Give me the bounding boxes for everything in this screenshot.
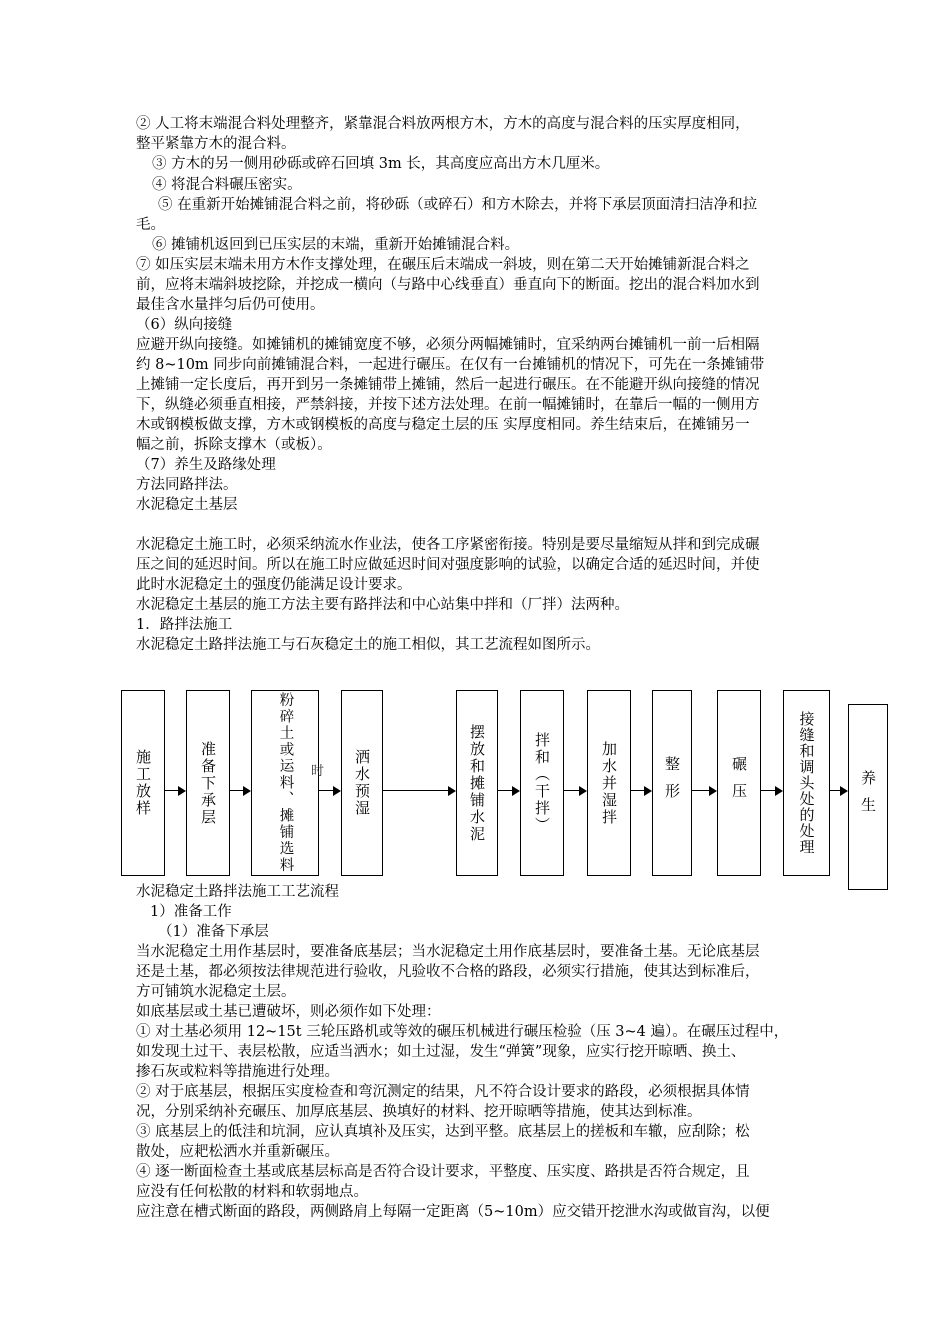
text-line: ② 人工将末端混合料处理整齐，紧靠混合料放两根方木，方木的高度与混合料的压实厚度相同， (136, 116, 750, 132)
flow-step-label: 摆放和摊铺水泥 (468, 723, 486, 843)
section-heading: 水泥稳定土基层 (136, 497, 238, 513)
text-line: 应没有任何松散的材料和软弱地点。 (136, 1184, 368, 1200)
figure-caption: 水泥稳定土路拌法施工工艺流程 (136, 884, 339, 900)
flow-step-5 (456, 690, 498, 876)
text-line: 水泥稳定土路拌法施工与石灰稳定土的施工相似，其工艺流程如图所示。 (136, 637, 600, 653)
text-line: 前，应将末端斜坡挖除，并挖成一横向（与路中心线垂直）垂直向下的断面。挖出的混合料加水到 (136, 277, 760, 293)
section-heading: （7）养生及路缘处理 (136, 457, 276, 473)
flow-arrow (383, 790, 454, 791)
flow-step-2 (186, 690, 230, 876)
text-line: 方法同路拌法。 (136, 477, 238, 493)
flow-arrow (631, 790, 650, 791)
flow-arrow (692, 790, 715, 791)
flow-arrow (165, 790, 184, 791)
text-line: ⑦ 如压实层末端未用方木作支撑处理，在碾压后末端成一斜坡，则在第二天开始摊铺新混合料之 (136, 257, 750, 273)
flow-step-label: 接缝和调头处的处理 (797, 711, 816, 855)
flow-step-11 (848, 704, 888, 890)
text-line: ④ 将混合料碾压密实。 (152, 177, 302, 193)
section-heading: （1）准备下承层 (158, 924, 269, 940)
text-line: ⑤ 在重新开始摊铺混合料之前，将砂砾（或碎石）和方木除去，并将下承层顶面清扫洁净和拉 (158, 197, 758, 213)
text-line: ⑥ 摊铺机返回到已压实层的末端，重新开始摊铺混合料。 (152, 237, 520, 253)
flow-arrow (319, 790, 339, 791)
text-line: 方可铺筑水泥稳定土层。 (136, 984, 296, 1000)
text-line: 水泥稳定土施工时，必须采纳流水作业法，使各工序紧密衔接。特别是要尽量缩短从拌和到完成碾 (136, 537, 760, 553)
text-line: 约 8~10m 同步向前摊铺混合料，一起进行碾压。在仅有一台摊铺机的情况下，可先在一条摊铺带 (136, 357, 765, 373)
flow-step-10 (783, 690, 830, 876)
flow-arrow (761, 790, 781, 791)
text-line: 下，纵缝必须垂直相接，严禁斜接，并按下述方法处理。在前一幅摊铺时，在靠后一幅的一侧用方 (136, 397, 760, 413)
section-heading: 1．路拌法施工 (136, 617, 233, 633)
text-line: 当水泥稳定土用作基层时，要准备底基层；当水泥稳定土用作底基层时，要准备土基。无论底基层 (136, 944, 760, 960)
flow-step-3 (251, 690, 319, 876)
text-line: 散处，应耙松洒水并重新碾压。 (136, 1144, 339, 1160)
text-line: ① 对土基必须用 12~15t 三轮压路机或等效的碾压机械进行碾压检验（压 3~4 遍）。在碾压过程中， (136, 1024, 789, 1040)
flow-arrow (230, 790, 249, 791)
stray-character: 时 (311, 764, 325, 779)
section-heading: （6）纵向接缝 (136, 317, 233, 333)
text-line: 还是土基，都必须按法律规范进行验收，凡验收不合格的路段，必须实行措施，使其达到标准后， (136, 964, 760, 980)
flow-step-1 (121, 690, 165, 876)
flow-step-label: 整形 (663, 756, 681, 810)
flow-step-label: 洒水预湿 (353, 749, 371, 817)
flow-step-9 (717, 690, 761, 876)
flow-step-6 (520, 690, 564, 876)
text-line: 应避开纵向接缝。如摊铺机的摊铺宽度不够，必须分两幅摊铺时，宜采纳两台摊铺机一前一后相隔 (136, 337, 760, 353)
flow-step-8 (652, 690, 692, 876)
text-line: 况，分别采纳补充碾压、加厚底基层、换填好的材料、挖开晾晒等措施，使其达到标准。 (136, 1104, 702, 1120)
flow-arrow (564, 790, 585, 791)
text-line: 水泥稳定土基层的施工方法主要有路拌法和中心站集中拌和（厂拌）法两种。 (136, 597, 629, 613)
text-line: 如发现土过干、表层松散，应适当洒水；如土过湿，发生“弹簧”现象，应实行挖开晾晒、换土、 (136, 1044, 746, 1060)
text-line: ② 对于底基层，根据压实度检查和弯沉测定的结果，凡不符合设计要求的路段，必须根据具体情 (136, 1084, 750, 1100)
flow-arrow (498, 790, 518, 791)
text-line: ④ 逐一断面检查土基或底基层标高是否符合设计要求，平整度、压实度、路拱是否符合规定，且 (136, 1164, 750, 1180)
text-line: 上摊铺一定长度后，再开到另一条摊铺带上摊铺，然后一起进行碾压。在不能避开纵向接缝的情况 (136, 377, 760, 393)
text-line: 此时水泥稳定土的强度仍能满足设计要求。 (136, 577, 412, 593)
text-line: 压之间的延迟时间。所以在施工时应做延迟时间对强度影响的试验，以确定合适的延迟时间，并使 (136, 557, 760, 573)
text-line: ③ 方木的另一侧用砂砾或碎石回填 3m 长，其高度应高出方木几厘米。 (152, 156, 610, 172)
text-line: 整平紧靠方木的混合料。 (136, 136, 296, 152)
flow-arrow (830, 790, 846, 791)
text-line: 毛。 (136, 217, 165, 233)
flow-step-label: 加水并湿拌 (600, 740, 618, 826)
flow-step-label: 施工放样 (134, 749, 152, 817)
text-line: 掺石灰或粒料等措施进行处理。 (136, 1064, 339, 1080)
text-line: 木或钢模板做支撑，方木或钢模板的高度与稳定土层的压 实厚度相同。养生结束后，在摊铺另一 (136, 417, 750, 433)
flow-step-4 (341, 690, 383, 876)
flow-step-label: 准备下承层 (199, 740, 217, 826)
text-line: 幅之前，拆除支撑木（或板）。 (136, 437, 332, 453)
text-line: ③ 底基层上的低洼和坑洞，应认真填补及压实，达到平整。底基层上的搓板和车辙，应刮除；松 (136, 1124, 750, 1140)
text-line: 最佳含水量拌匀后仍可使用。 (136, 297, 325, 313)
flow-step-label: 拌和（干拌） (533, 732, 551, 834)
text-line: 应注意在槽式断面的路段，两侧路肩上每隔一定距离（5~10m）应交错开挖泄水沟或做盲沟，以便 (136, 1204, 770, 1220)
text-line: 如底基层或土基已遭破坏，则必须作如下处理： (136, 1004, 441, 1020)
section-heading: 1）准备工作 (150, 904, 232, 920)
flow-step-7 (587, 690, 631, 876)
flow-step-label: 碾压 (730, 756, 748, 810)
flow-step-label: 养生 (859, 770, 877, 824)
flow-step-label: 粉碎土或运料、摊铺选料 (277, 692, 294, 874)
